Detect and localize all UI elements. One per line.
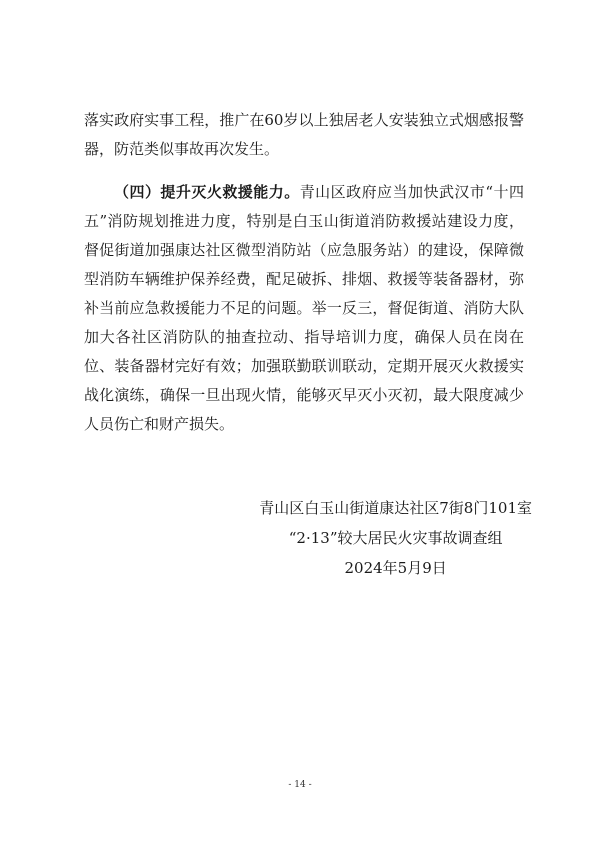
- section-heading: （四）提升灭火救援能力。: [114, 183, 300, 201]
- paragraph-2: [84, 178, 524, 439]
- paragraph-1: 落实政府实事工程，推广在60岁以上独居老人安装独立式烟感报警器，防范类似事故再次发生。: [84, 111, 524, 158]
- signature-group: “2·13”较大居民火灾事故调查组: [288, 529, 503, 547]
- page-number: - 14 -: [288, 780, 312, 790]
- signature-address: 青山区白玉山街道康达社区7街8门101室: [259, 499, 532, 517]
- signature-block: [259, 493, 532, 583]
- signature-date: 2024年5月9日: [344, 559, 447, 577]
- paragraph-2-text: 青山区政府应当加快武汉市“十四五”消防规划推进力度，特别是白玉山街道消防救援站建设力度，督促街道加强康达社区微型消防站（应急服务站）的建设，保障微型消防车辆维护保养经费，配足破拆、排烟、救援等装备器材，弥补当前应急救援能力不足的问题。举一反三，督促街道、消防大队加大各社区消防队的抽查拉动、指导培训力度，确保人员在岗在位、装备器材完好有效；加强联勤联训联动，定期开展灭火救援实战化演练，确保一旦出现火情，能够灭早灭小灭初，最大限度减少人员伤亡和财产损失。: [84, 183, 524, 433]
